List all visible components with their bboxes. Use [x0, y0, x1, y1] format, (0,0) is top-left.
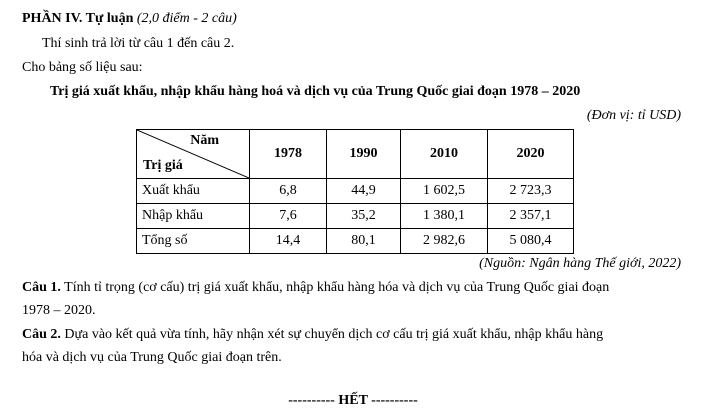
section-title: PHẦN IV. Tự luận	[22, 11, 134, 26]
row-label: Tổng số	[137, 229, 250, 254]
instruction-text: Thí sinh trả lời từ câu 1 đến câu 2.	[42, 36, 235, 51]
table-cell: 1 380,1	[401, 204, 488, 229]
question-2	[22, 326, 603, 344]
table-header-row	[137, 130, 574, 179]
row-label: Xuất khẩu	[137, 179, 250, 204]
intro-text: Cho bảng số liệu sau:	[22, 60, 143, 75]
section-note: (2,0 điểm - 2 câu)	[136, 11, 237, 26]
question-1-text: Tính tỉ trọng (cơ cấu) trị giá xuất khẩu, nhập khẩu hàng hóa và dịch vụ của Trung Quốc giai đoạn	[64, 280, 610, 295]
table-cell: 2 982,6	[401, 229, 488, 254]
table-cell: 80,1	[327, 229, 401, 254]
year-header: 1990	[327, 130, 401, 179]
table-cell: 1 602,5	[401, 179, 488, 204]
end-marker: ---------- HẾT ----------	[288, 393, 418, 408]
data-table	[136, 129, 574, 254]
table-title: Trị giá xuất khẩu, nhập khẩu hàng hoá và dịch vụ của Trung Quốc giai đoạn 1978 – 2020	[50, 84, 581, 99]
question-2-label: Câu 2.	[22, 327, 61, 342]
question-1-continuation: 1978 – 2020.	[22, 303, 96, 318]
section-heading	[22, 10, 237, 28]
table-cell: 44,9	[327, 179, 401, 204]
table-cell: 35,2	[327, 204, 401, 229]
question-2-text: Dựa vào kết quả vừa tính, hãy nhận xét sự chuyển dịch cơ cấu trị giá xuất khẩu, nhập khẩu hàng	[64, 327, 604, 342]
table-cell: 2 723,3	[488, 179, 574, 204]
source-note: (Nguồn: Ngân hàng Thế giới, 2022)	[479, 256, 681, 271]
table-cell: 7,6	[250, 204, 327, 229]
table-row	[137, 179, 574, 204]
table-cell: 14,4	[250, 229, 327, 254]
corner-year-label: Năm	[190, 133, 219, 148]
table-row	[137, 229, 574, 254]
year-header: 2010	[401, 130, 488, 179]
question-1-label: Câu 1.	[22, 280, 61, 295]
year-header: 2020	[488, 130, 574, 179]
corner-value-label: Trị giá	[143, 158, 183, 173]
year-header: 1978	[250, 130, 327, 179]
table-cell: 5 080,4	[488, 229, 574, 254]
table-cell: 2 357,1	[488, 204, 574, 229]
unit-label: (Đơn vị: tỉ USD)	[586, 108, 681, 123]
question-2-continuation: hóa và dịch vụ của Trung Quốc giai đoạn trên.	[22, 350, 282, 365]
table-cell: 6,8	[250, 179, 327, 204]
row-label: Nhập khẩu	[137, 204, 250, 229]
table-row	[137, 204, 574, 229]
question-1	[22, 279, 609, 297]
corner-header-cell	[137, 130, 250, 179]
